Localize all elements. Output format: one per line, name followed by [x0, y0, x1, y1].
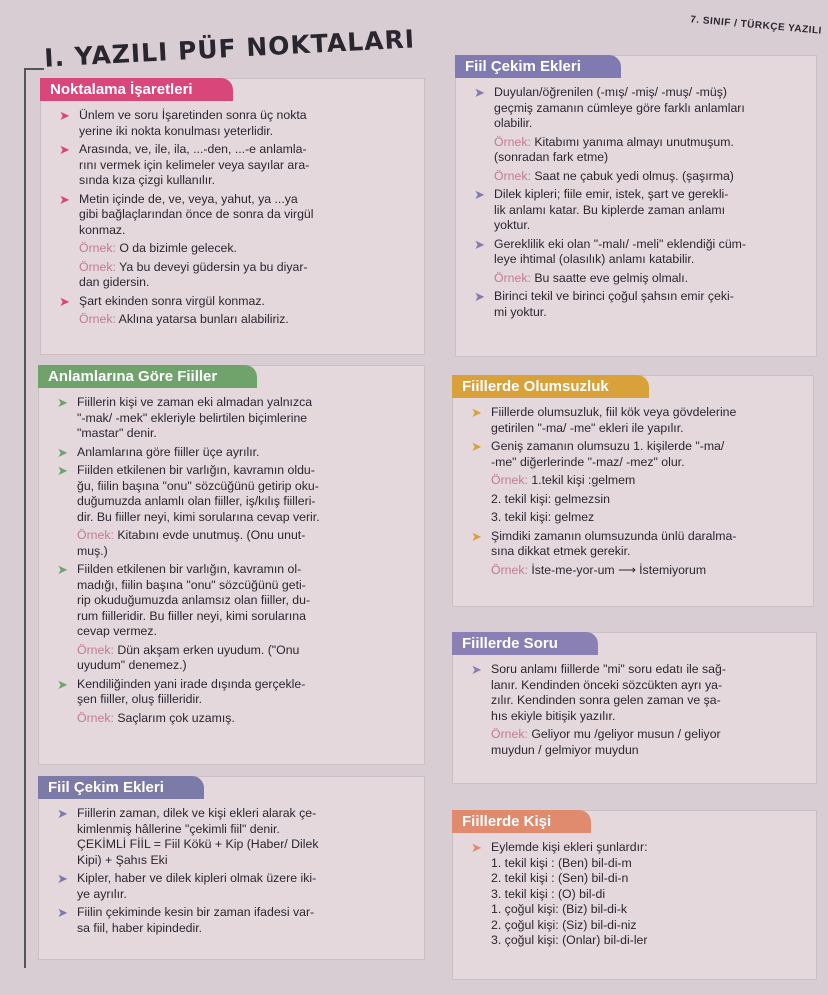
list-item — [466, 85, 806, 132]
text-line: sa fiil, haber kipindedir. — [77, 920, 203, 935]
list-item — [51, 294, 414, 310]
text-line: geçmiş zamanın cümleye göre farklı anlamları — [494, 100, 745, 115]
text-line: zılır. Kendinden sonra gelen zaman ve şa- — [491, 693, 721, 707]
section-heading: Anlamlarına Göre Fiiller — [38, 365, 257, 388]
section-heading: Noktalama İşaretleri — [40, 78, 233, 101]
text-line: 3. çoğul kişi: (Onlar) bil-di-ler — [491, 933, 648, 947]
text-line: Fiillerde olumsuzluk, fiil kök veya gövdelerine — [491, 405, 737, 419]
list-item — [51, 108, 414, 139]
text-line: konmaz. — [79, 222, 126, 237]
arrow-bullet-icon: ➤ — [59, 293, 70, 309]
text-line — [494, 135, 806, 151]
text-line: Şart ekinden sonra virgül konmaz. — [79, 293, 265, 308]
text-line: Kendiliğinden yani irade dışında gerçekle- — [77, 676, 306, 691]
text-line: 1. çoğul kişi: (Biz) bil-di-k — [491, 902, 627, 916]
example-item — [466, 169, 806, 185]
text-line: Anlamlarına göre fiiller üçe ayrılır. — [77, 444, 260, 459]
text-line: Metin içinde de, ve, veya, yahut, ya ...ya — [79, 191, 298, 206]
text-line: Kipler, haber ve dilek kipleri olmak üzere iki- — [77, 871, 317, 885]
arrow-bullet-icon: ➤ — [57, 562, 68, 577]
text-line: 2. tekil kişi : (Sen) bil-di-n — [491, 871, 629, 885]
list-item — [463, 529, 803, 560]
text-line: Ünlem ve soru İşaretinden sonra üç nokta — [79, 108, 307, 122]
text-line: mi yoktur. — [494, 304, 547, 319]
example-text: Dün akşam erken uyudum. ("Onu — [117, 642, 300, 657]
arrow-bullet-icon: ➤ — [471, 840, 482, 855]
text-line: Fiilden etkilenen bir varlığın, kavramın ol- — [77, 562, 302, 576]
example-item — [49, 643, 414, 674]
arrow-bullet-icon: ➤ — [57, 444, 68, 460]
text-line: 3. tekil kişi: gelmez — [491, 510, 595, 524]
text-line: (sonradan fark etme) — [494, 150, 609, 164]
text-line: muydun / gelmiyor muydun — [491, 742, 639, 757]
example-label: Örnek: — [494, 270, 531, 285]
section-heading: Fiillerde Soru — [452, 632, 598, 655]
list-item — [49, 905, 414, 936]
text-line: Geniş zamanın olumsuzu 1. kişilerde "-ma/ — [491, 439, 725, 453]
list-item — [463, 405, 803, 436]
arrow-bullet-icon: ➤ — [57, 676, 68, 692]
example-item — [49, 528, 414, 559]
arrow-bullet-icon: ➤ — [471, 405, 482, 420]
example-item — [463, 563, 803, 579]
section-heading: Fiil Çekim Ekleri — [38, 776, 204, 799]
text-line: 2. çoğul kişi: (Siz) bil-di-niz — [491, 917, 637, 932]
section-heading: Fiil Çekim Ekleri — [455, 55, 621, 78]
text-line: hıs ekiyle bitişik yazılır. — [491, 708, 616, 723]
text-line: cevap vermez. — [77, 624, 157, 638]
example-text: Saat ne çabuk yedi olmuş. (şaşırma) — [534, 168, 734, 183]
list-item — [49, 395, 414, 442]
example-label: Örnek: — [77, 642, 114, 657]
example-item — [51, 312, 414, 328]
arrow-bullet-icon: ➤ — [474, 187, 485, 202]
section-fiillerde-olumsuzluk — [452, 375, 814, 607]
text-line: yoktur. — [494, 218, 531, 232]
example-label: Örnek: — [491, 562, 528, 577]
list-item — [49, 806, 414, 868]
example-text: O da bizimle gelecek. — [119, 241, 237, 255]
text-line — [494, 271, 806, 287]
section-fiillerde-soru — [452, 632, 817, 784]
text-line: sına dikkat etmek gerekir. — [491, 544, 631, 558]
text-line: Duyulan/öğrenilen (-mış/ -miş/ -muş/ -müş) — [494, 85, 728, 99]
text-line: Eylemde kişi ekleri şunlardır: — [491, 840, 648, 854]
text-line: olabilir. — [494, 116, 533, 130]
text-line: -me" diğerlerinde "-maz/ -mez" olur. — [491, 454, 685, 469]
text-line: 1. tekil kişi : (Ben) bil-di-m — [491, 855, 632, 870]
list-item — [463, 840, 806, 949]
arrow-bullet-icon: ➤ — [57, 463, 68, 478]
text-line — [79, 260, 414, 276]
text-line: 3. tekil kişi : (O) bil-di — [491, 886, 606, 901]
text-line: ye ayrılır. — [77, 886, 127, 901]
text-line: 2. tekil kişi: gelmezsin — [491, 491, 610, 506]
example-item — [463, 727, 806, 758]
list-item — [49, 445, 414, 461]
text-line: Fiillerin zaman, dilek ve kişi ekleri alarak çe- — [77, 806, 317, 820]
section-fiil-cekim-ekleri-right — [455, 55, 817, 357]
text-line — [77, 643, 414, 659]
text-line: ğu, fiilin başına "onu" sözcüğünü getirip oku- — [77, 478, 319, 493]
example-label: Örnek: — [491, 727, 528, 741]
text-line: rını vermek için kelimeler veya sayılar ara- — [79, 157, 310, 172]
text-line: lanır. Kendinden önceki sözcükten ayrı ya- — [491, 677, 723, 692]
text-line: Şimdiki zamanın olumsuzunda ünlü daralma- — [491, 528, 737, 543]
list-item — [466, 237, 806, 268]
example-label: Örnek: — [79, 259, 116, 274]
example-label: Örnek: — [494, 168, 531, 183]
page-title: I. YAZILI PÜF NOKTALARI — [43, 24, 416, 73]
arrow-bullet-icon: ➤ — [59, 191, 70, 207]
example-item — [466, 135, 806, 166]
text-line: Gereklilik eki olan "-malı/ -meli" eklendiği cüm- — [494, 236, 747, 251]
example-text: İste-me-yor-um ⟶ İstemiyorum — [531, 562, 707, 577]
text-line — [77, 528, 414, 544]
example-text: Bu saatte eve gelmiş olmalı. — [534, 270, 689, 285]
text-line: kimlenmiş hâllerine "çekimli fiil" denir. — [77, 821, 280, 836]
example-label: Örnek: — [491, 473, 528, 487]
example-item — [51, 260, 414, 291]
text-line — [491, 563, 803, 579]
text-line: madığı, fiilin başına "onu" sözcüğünü geti- — [77, 577, 306, 592]
text-line: Birinci tekil ve birinci çoğul şahsın emir çeki- — [494, 289, 734, 303]
text-line: duğumuzda anlamlı olan fiiller, iş/kılış fiilleri- — [77, 494, 316, 508]
section-heading: Fiillerde Kişi — [452, 810, 591, 833]
section-heading: Fiillerde Olumsuzluk — [452, 375, 649, 398]
example-text: Geliyor mu /geliyor musun / geliyor — [531, 727, 721, 741]
grade-header: 7. SINIF / TÜRKÇE YAZILI — [689, 14, 823, 37]
example-text: Saçlarım çok uzamış. — [117, 710, 235, 725]
text-line: ÇEKİMLİ FİİL = Fiil Kökü + Kip (Haber/ Dilek — [77, 837, 319, 851]
text-line: Dilek kipleri; fiile emir, istek, şart ve gerekli- — [494, 187, 729, 201]
list-item — [463, 662, 806, 724]
text-line — [77, 711, 414, 727]
text-line — [491, 473, 803, 489]
arrow-bullet-icon: ➤ — [471, 662, 482, 677]
text-line: getirilen "-ma/ -me" ekleri ile yapılır. — [491, 420, 684, 435]
list-item — [49, 677, 414, 708]
text-line: sında kıza çizgi kullanılır. — [79, 173, 216, 187]
section-fiil-cekim-ekleri-left — [38, 776, 425, 960]
arrow-bullet-icon: ➤ — [59, 108, 70, 123]
text-line: Arasında, ve, ile, ila, ...-den, ...-e anlamla- — [79, 142, 307, 156]
text-line: muş.) — [77, 543, 108, 558]
example-item — [463, 473, 803, 489]
example-text: Kitabımı yanıma almayı unutmuşum. — [534, 134, 734, 149]
text-line: Soru anlamı fiillerde "mi" soru edatı ile sağ- — [491, 662, 726, 676]
example-item — [51, 241, 414, 257]
arrow-bullet-icon: ➤ — [471, 439, 482, 454]
example-label: Örnek: — [494, 134, 531, 149]
arrow-bullet-icon: ➤ — [59, 142, 70, 157]
text-line: Kipi) + Şahıs Eki — [77, 852, 168, 867]
arrow-bullet-icon: ➤ — [474, 85, 485, 100]
arrow-bullet-icon: ➤ — [471, 528, 482, 544]
section-fiillerde-kisi — [452, 810, 817, 980]
list-item — [49, 871, 414, 902]
arrow-bullet-icon: ➤ — [57, 905, 68, 920]
example-label: Örnek: — [79, 312, 116, 326]
list-item — [463, 510, 803, 526]
arrow-bullet-icon: ➤ — [474, 289, 485, 304]
list-item — [463, 492, 803, 508]
arrow-bullet-icon: ➤ — [57, 395, 68, 410]
arrow-bullet-icon: ➤ — [474, 236, 485, 252]
example-text: Aklına yatarsa bunları alabiliriz. — [118, 312, 289, 326]
list-item — [463, 439, 803, 470]
text-line: Fiilin çekiminde kesin bir zaman ifadesi var- — [77, 905, 315, 919]
example-label: Örnek: — [77, 710, 114, 725]
text-line: uyudum" denemez.) — [77, 658, 187, 672]
text-line: yerine iki nokta konulması yeterlidir. — [79, 123, 274, 138]
list-item — [51, 192, 414, 239]
text-line: rip okuduğumuzda anlamsız olan fiiller, du- — [77, 593, 311, 607]
text-line: "-mak/ -mek" ekleriyle belirtilen biçimlerine — [77, 410, 308, 425]
example-text: Ya bu deveyi güdersin ya bu diyar- — [119, 259, 308, 274]
text-line: gibi bağlaçlarından önce de sonra da virgül — [79, 207, 314, 221]
text-line — [494, 169, 806, 185]
section-anlamlarina-gore-fiiller — [38, 365, 425, 765]
text-line — [491, 727, 806, 743]
example-item — [49, 711, 414, 727]
text-line: şen fiiller, oluş fiilleridir. — [77, 692, 203, 706]
example-label: Örnek: — [77, 528, 114, 542]
list-item — [51, 142, 414, 189]
list-item — [49, 562, 414, 640]
text-line: rum fiilleridir. Bu fiiller neyi, kimi sorularına — [77, 608, 306, 623]
arrow-bullet-icon: ➤ — [57, 806, 68, 821]
text-line: lik anlamı katar. Bu kiplerde zaman anlamı — [494, 202, 726, 217]
text-line: dan gidersin. — [79, 275, 150, 289]
text-line: dir. Bu fiiller neyi, kimi sorularına cevap verir. — [77, 509, 320, 524]
example-text: Kitabını evde unutmuş. (Onu unut- — [117, 528, 306, 542]
list-item — [466, 289, 806, 320]
example-text: 1.tekil kişi :gelmem — [531, 473, 636, 487]
example-label: Örnek: — [79, 241, 116, 255]
list-item — [49, 463, 414, 525]
text-line: Fiilden etkilenen bir varlığın, kavramın oldu- — [77, 463, 315, 477]
text-line: "mastar" denir. — [77, 426, 157, 440]
text-line — [79, 241, 414, 257]
list-item — [466, 187, 806, 234]
text-line: Fiillerin kişi ve zaman eki almadan yalnızca — [77, 395, 313, 409]
arrow-bullet-icon: ➤ — [57, 871, 68, 886]
text-line — [79, 312, 414, 328]
text-line: leye ihtimal (olasılık) anlamı katabilir. — [494, 252, 695, 266]
example-item — [466, 271, 806, 287]
section-noktalama — [40, 78, 425, 355]
